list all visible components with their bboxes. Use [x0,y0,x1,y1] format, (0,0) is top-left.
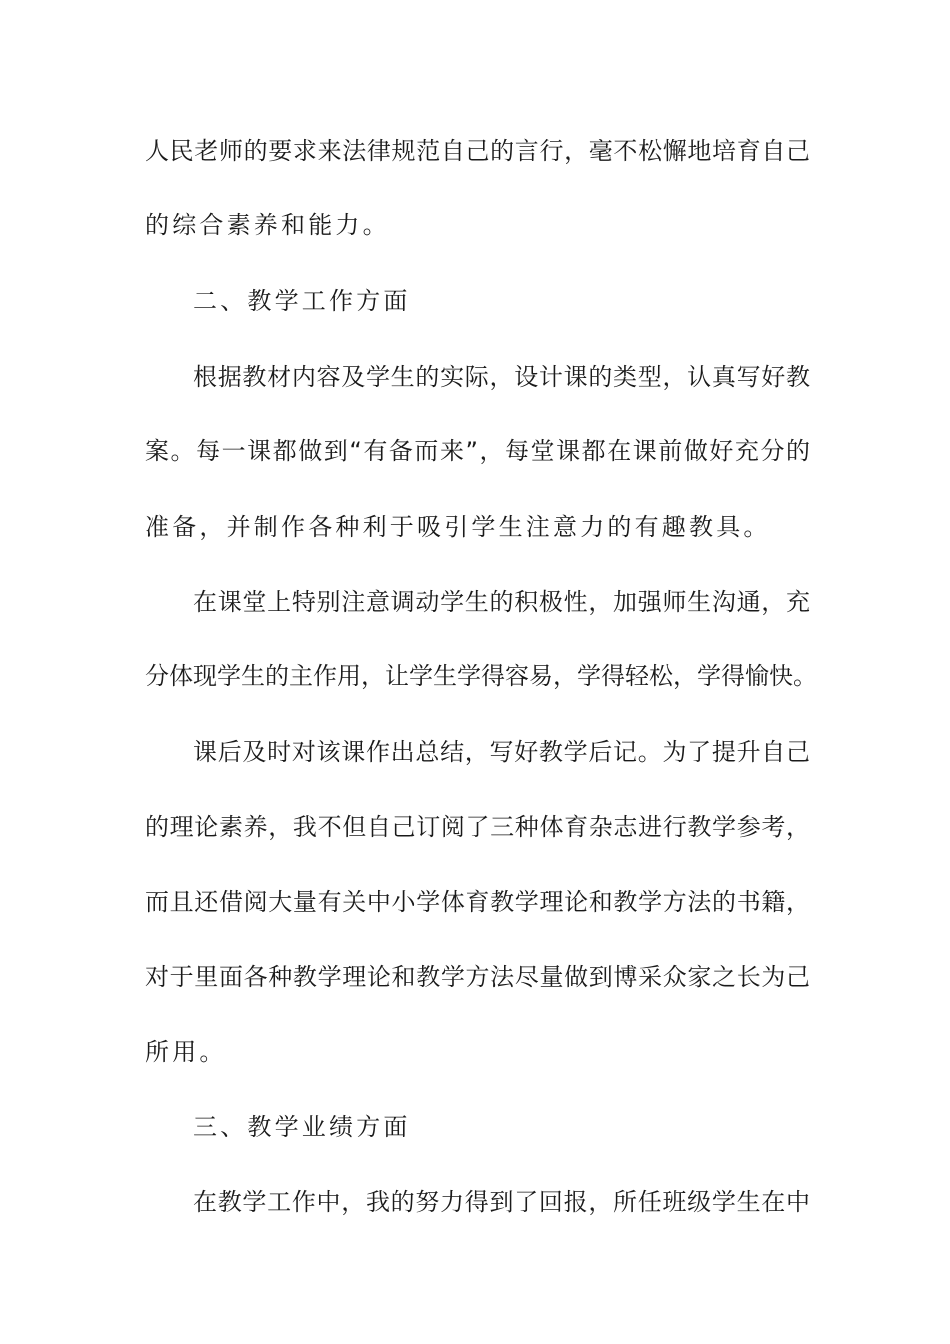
text-line: 而且还借阅大量有关中小学体育教学理论和教学方法的书籍， [145,888,810,916]
text-line: 对于里面各种教学理论和教学方法尽量做到博采众家之长为己 [145,963,810,991]
text-line: 在课堂上特别注意调动学生的积极性，加强师生沟通，充 [193,588,810,616]
text-line: 的理论素养，我不但自己订阅了三种体育杂志进行教学参考， [145,813,810,841]
text-line: 案。每一课都做到“有备而来”，每堂课都在课前做好充分的 [145,437,810,465]
section-heading: 二、教学工作方面 [193,287,411,315]
text-line: 分体现学生的主作用，让学生学得容易，学得轻松，学得愉快。 [145,662,817,690]
text-line: 根据教材内容及学生的实际，设计课的类型，认真写好教 [193,363,810,391]
text-line: 课后及时对该课作出总结，写好教学后记。为了提升自己 [193,738,810,766]
text-line: 准备，并制作各种利于吸引学生注意力的有趣教具。 [145,513,771,541]
text-line: 的综合素养和能力。 [145,211,390,239]
text-line: 所用。 [145,1038,227,1066]
text-line: 人民老师的要求来法律规范自己的言行，毫不松懈地培育自己 [145,137,810,165]
text-line: 在教学工作中，我的努力得到了回报，所任班级学生在中 [193,1188,810,1216]
section-heading: 三、教学业绩方面 [193,1113,411,1141]
